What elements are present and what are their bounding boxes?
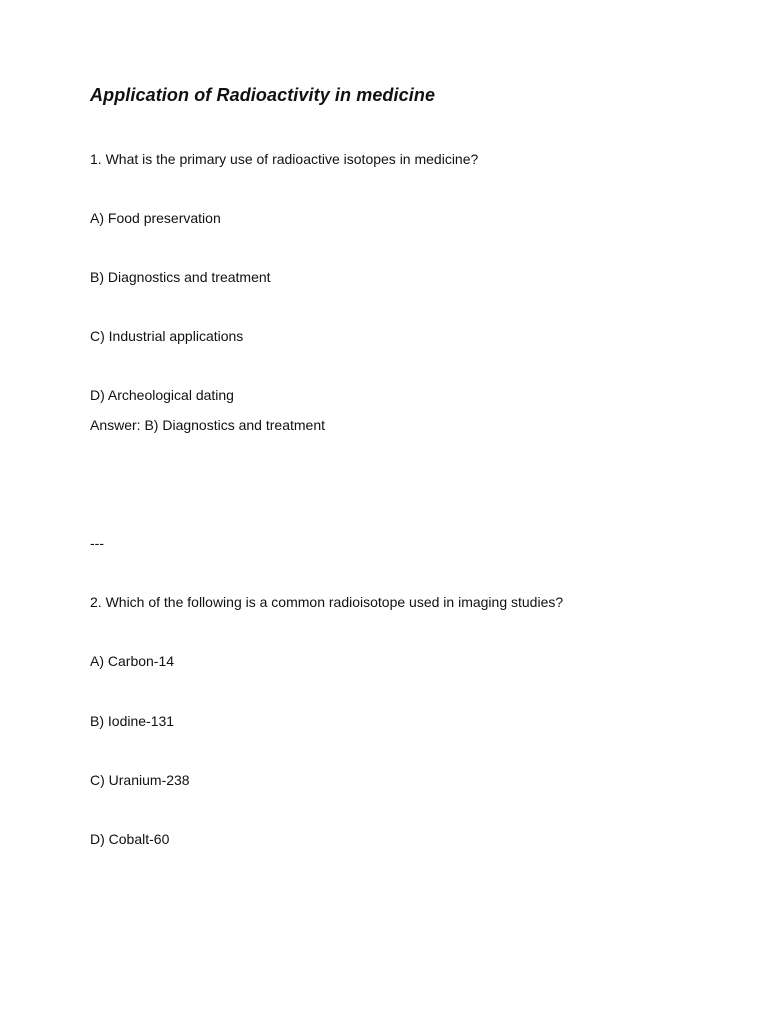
question-2-option-c: C) Uranium-238: [90, 772, 190, 788]
question-2-text: 2. Which of the following is a common radioisotope used in imaging studies?: [90, 594, 564, 610]
document-title: Application of Radioactivity in medicine: [90, 85, 436, 105]
question-2-option-d: D) Cobalt-60: [90, 831, 170, 847]
question-2-option-b: B) Iodine-131: [90, 713, 175, 729]
section-separator: ---: [90, 535, 104, 551]
question-1-option-c: C) Industrial applications: [90, 328, 244, 344]
question-2-option-a: A) Carbon-14: [90, 653, 175, 669]
question-1-option-d: D) Archeological dating: [90, 387, 234, 403]
question-1-text: 1. What is the primary use of radioactive isotopes in medicine?: [90, 151, 479, 167]
question-1-answer: Answer: B) Diagnostics and treatment: [90, 417, 325, 433]
question-1-option-b: B) Diagnostics and treatment: [90, 269, 271, 285]
question-1-option-a: A) Food preservation: [90, 210, 221, 226]
